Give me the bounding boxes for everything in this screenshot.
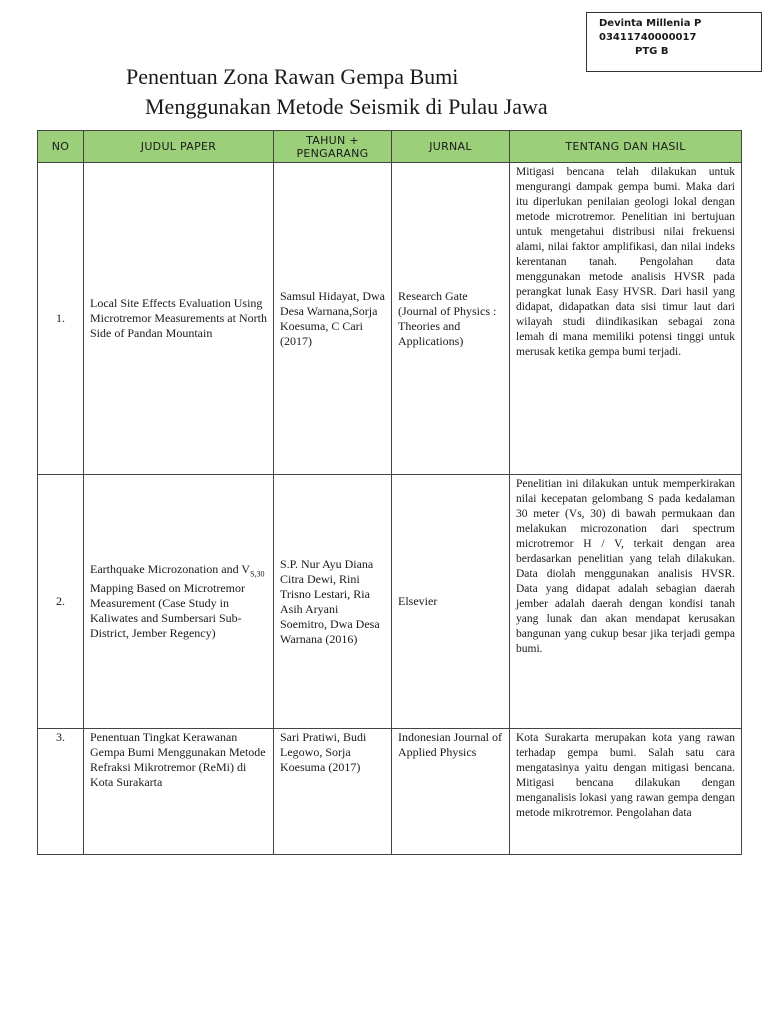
table-row xyxy=(38,163,742,475)
row-number: 3. xyxy=(38,729,84,855)
paper-authors: Samsul Hidayat, Dwa Desa Warnana,Sorja Koesuma, C Cari (2017) xyxy=(274,163,392,475)
paper-title: Local Site Effects Evaluation Using Microtremor Measurements at North Side of Pandan Mountain xyxy=(84,163,274,475)
student-id-box xyxy=(586,12,762,72)
paper-authors: Sari Pratiwi, Budi Legowo, Sorja Koesuma (2017) xyxy=(274,729,392,855)
paper-title: Penentuan Tingkat Kerawanan Gempa Bumi Menggunakan Metode Refraksi Mikrotremor (ReMi) di Kota Surakarta xyxy=(84,729,274,855)
row-number: 2. xyxy=(38,475,84,729)
header-judul-paper: JUDUL PAPER xyxy=(84,131,274,163)
student-nim: 03411740000017 xyxy=(599,32,697,43)
paper-table xyxy=(37,130,742,855)
paper-result: Kota Surakarta merupakan kota yang rawan terhadap gempa bumi. Salah satu cara mengatasinya yaitu dengan mitigasi bencana. Mitigasi bencana dilakukan dengan menganalisis lokasi yang rawan gempa dengan metode mikrotremor. Pengolahan data xyxy=(510,729,742,855)
paper-journal: Elsevier xyxy=(392,475,510,729)
paper-journal: Indonesian Journal of Applied Physics xyxy=(392,729,510,855)
header-tentang-hasil: TENTANG DAN HASIL xyxy=(510,131,742,163)
paper-journal: Research Gate (Journal of Physics : Theories and Applications) xyxy=(392,163,510,475)
header-no: NO xyxy=(38,131,84,163)
paper-title-part2: Mapping Based on Microtremor Measurement (Case Study in Kaliwates and Sumbersari Sub-District, Jember Regency) xyxy=(90,581,245,641)
paper-title xyxy=(84,475,274,729)
table-header-row xyxy=(38,131,742,163)
header-jurnal: JURNAL xyxy=(392,131,510,163)
header-tahun-pengarang: TAHUN + PENGARANG xyxy=(274,131,392,163)
paper-result: Penelitian ini dilakukan untuk memperkirakan nilai kecepatan gelombang S pada kedalaman 30 meter (Vs, 30) di bawah permukaan dan melakukan microzonation dari spectrum microtremor H / V, terkait dengan area berdasarkan penelitian yang telah dilakukan. Data diolah menggunakan analisis HVSR. Data yang didapat adalah sebagian daerah jember adalah daerah dengan kondisi tanah yang lunak dan akan mendapat kerusakan bangunan yang cukup besar jika terjadi gempa bumi. xyxy=(510,475,742,729)
paper-result: Mitigasi bencana telah dilakukan untuk mengurangi dampak gempa bumi. Maka dari itu diperlukan penilaian geologi lokal dengan metode microtremor. Penelitian ini bertujuan untuk mengetahui distribusi nilai frekuensi alami, nilai faktor amplifikasi, dan nilai indeks kerentanan tanah. Pengolahan data menggunakan metode analisis HVSR pada perangkat lunak Easy HVSR. Dari hasil yang didapat, didapatkan data sisi timur laut dari wilayah studi diindikasikan sebagai zona lemah di mana memiliki potensi tinggi untuk merusak ketika gempa bumi terjadi. xyxy=(510,163,742,475)
student-name: Devinta Millenia P xyxy=(599,18,702,29)
row-number: 1. xyxy=(38,163,84,475)
student-class: PTG B xyxy=(635,46,669,57)
paper-title-subscript: S,30 xyxy=(250,569,265,579)
paper-title-part1: Earthquake Microzonation and V xyxy=(90,561,251,576)
document-title-line1: Penentuan Zona Rawan Gempa Bumi xyxy=(126,64,459,89)
document-title-line2: Menggunakan Metode Seismik di Pulau Jawa xyxy=(145,94,548,119)
table-row xyxy=(38,729,742,855)
paper-authors: S.P. Nur Ayu Diana Citra Dewi, Rini Trisno Lestari, Ria Asih Aryani Soemitro, Dwa Desa Warnana (2016) xyxy=(274,475,392,729)
table-row xyxy=(38,475,742,729)
